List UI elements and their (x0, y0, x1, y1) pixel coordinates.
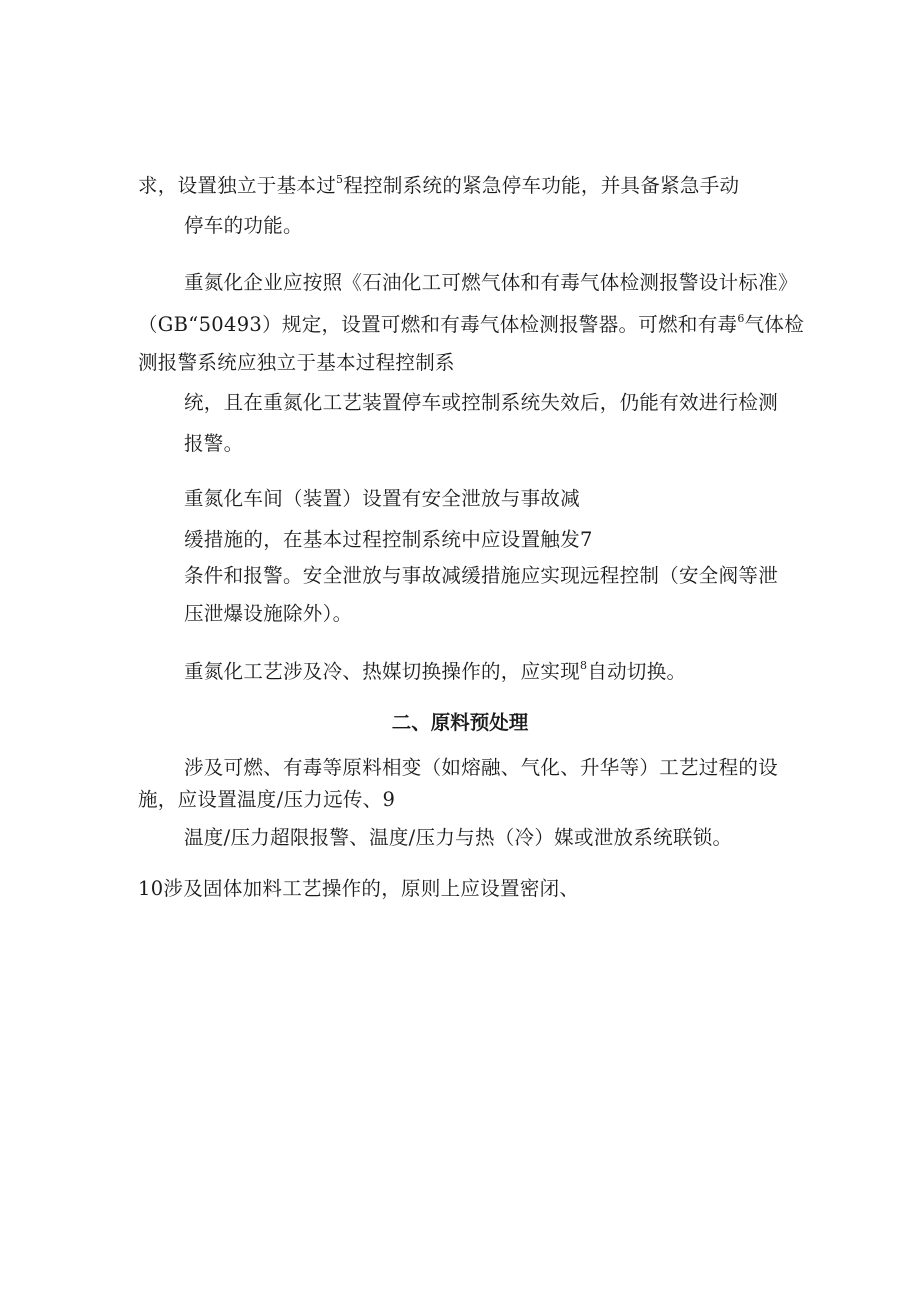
p4-line1-text-a: 重氮化工艺涉及冷、热媒切换操作的，应实现 (184, 660, 581, 683)
p5-line2: 施，应设置温度/压力远传、9 (138, 788, 396, 811)
p1-line1 (138, 173, 739, 199)
p2-line5: 报警。 (184, 432, 244, 455)
p2-line2-text-b: 气体检 (744, 313, 805, 336)
p5-line1: 涉及可燃、有毒等原料相变（如熔融、气化、升华等）工艺过程的设 (184, 756, 779, 779)
p3-line2: 缓措施的，在基本过程控制系统中应设置触发7 (184, 528, 593, 551)
p2-line2-text-a: （GB“50493）规定，设置可燃和有毒气体检测报警器。可燃和有毒 (138, 313, 738, 336)
p4-line1-text-b: 自动切换。 (587, 660, 687, 683)
p3-line4: 压泄爆设施除外）。 (184, 602, 353, 625)
p5-line3: 温度/压力超限报警、温度/压力与热（冷）媒或泄放系统联锁。 (184, 826, 733, 849)
footnote-marker: 5 (336, 172, 344, 186)
footnote-marker: 8 (580, 658, 588, 672)
p2-line1: 重氮化企业应按照《石油化工可燃气体和有毒气体检测报警设计标准》 (184, 271, 798, 294)
p1-line1-text-a: 求，设置独立于基本过 (138, 174, 337, 197)
p3-line1: 重氮化车间（装置）设置有安全泄放与事故减 (184, 487, 581, 510)
p3-line3: 条件和报警。安全泄放与事故减缓措施应实现远程控制（安全阀等泄 (184, 564, 779, 587)
p1-line2: 停车的功能。 (184, 214, 303, 237)
section-heading: 二、原料预处理 (391, 711, 529, 734)
p6-line1: 10涉及固体加料工艺操作的，原则上应设置密闭、 (138, 877, 580, 900)
p2-line2 (138, 312, 804, 338)
p1-line1-text-b: 程控制系统的紧急停车功能，并具备紧急手动 (343, 174, 740, 197)
footnote-marker: 6 (737, 311, 745, 325)
p2-line3: 测报警系统应独立于基本过程控制系 (138, 351, 455, 374)
p4-line1 (184, 659, 686, 685)
p2-line4: 统，且在重氮化工艺装置停车或控制系统失效后，仍能有效进行检测 (184, 391, 779, 414)
